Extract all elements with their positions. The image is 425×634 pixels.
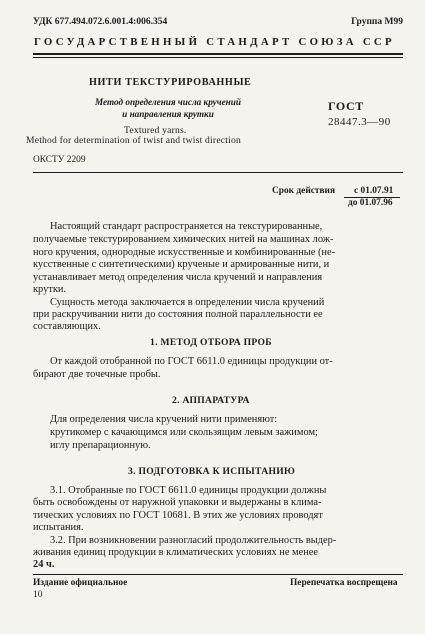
english-title-line-1: Textured yarns. [124, 125, 187, 136]
section-heading: 2. АППАРАТУРА [172, 395, 250, 406]
okstu-code: ОКСТУ 2209 [33, 155, 86, 165]
section-line: бирают две точечные пробы. [33, 369, 161, 380]
intro-line: кусственные с синтетическими) крученые и армированные нити, и [33, 259, 330, 270]
footer-official: Издание официальное [33, 578, 128, 588]
section-line: тических условиях по ГОСТ 10681. В этих же условиях проводят [33, 510, 323, 521]
subtitle-line-1: Метод определения числа кручений [95, 97, 241, 107]
section-line: иглу препарационную. [50, 440, 151, 451]
section-line: испытания. [33, 522, 84, 533]
footer-reprint: Перепечатка воспрещена [290, 578, 398, 588]
title-block-rule [33, 172, 403, 173]
section-heading: 1. МЕТОД ОТБОРА ПРОБ [150, 337, 272, 348]
section-line: быть освобождены от наружной упаковки и выдержаны в клима- [33, 497, 322, 508]
footer-rule [33, 574, 403, 575]
intro-line: ного кручения, однородные искусственные и комбинированные (не- [33, 247, 336, 258]
intro-line: устанавливает метод определения числа кручений и направления [33, 272, 323, 283]
udk-code: УДК 677.494.072.6.001.4:006.354 [33, 17, 168, 27]
section-line: живания единиц продукции в климатических условиях не менее [33, 547, 319, 558]
section-line: От каждой отобранной по ГОСТ 6611.0 единицы продукции от- [50, 356, 333, 367]
intro-line: Настоящий стандарт распространяется на текстурированные, [50, 221, 323, 232]
document-title: НИТИ ТЕКСТУРИРОВАННЫЕ [89, 77, 252, 88]
intro-line: крутки. [33, 284, 67, 295]
essence-line: Сущность метода заключается в определении числа кручений [50, 297, 325, 308]
standard-banner: ГОСУДАРСТВЕННЫЙ СТАНДАРТ СОЮЗА ССР [34, 36, 395, 48]
validity-to: до 01.07.96 [348, 198, 393, 208]
section-line: крутикомер с качающимся или скользящим левым зажимом; [50, 427, 318, 438]
banner-rule-thin [33, 57, 403, 58]
validity-label: Срок действия [272, 186, 336, 196]
section-line: Для определения числа кручений нити применяют: [50, 414, 278, 425]
gost-label: ГОСТ [328, 99, 364, 113]
banner-rule-thick [33, 53, 403, 55]
subtitle-line-2: и направления крутки [122, 109, 214, 119]
page-number: 10 [33, 590, 43, 600]
gost-number: 28447.3—90 [328, 116, 391, 128]
essence-line: при раскручивании нити до состояния полной параллельности ее [33, 309, 323, 320]
section-line: 3.2. При возникновении разногласий продолжительность выдер- [50, 535, 337, 546]
section-line: 24 ч. [33, 559, 55, 570]
section-heading: 3. ПОДГОТОВКА К ИСПЫТАНИЮ [128, 466, 296, 477]
group-code: Группа М99 [351, 17, 403, 27]
section-line: 3.1. Отобранные по ГОСТ 6611.0 единицы продукции должны [50, 485, 327, 496]
intro-line: получаемые текстурированием химических нитей на машинах лож- [33, 234, 334, 245]
essence-line: составляющих. [33, 321, 101, 332]
validity-from: с 01.07.91 [354, 186, 394, 196]
english-title-line-2: Method for determination of twist and twist direction [26, 135, 241, 146]
